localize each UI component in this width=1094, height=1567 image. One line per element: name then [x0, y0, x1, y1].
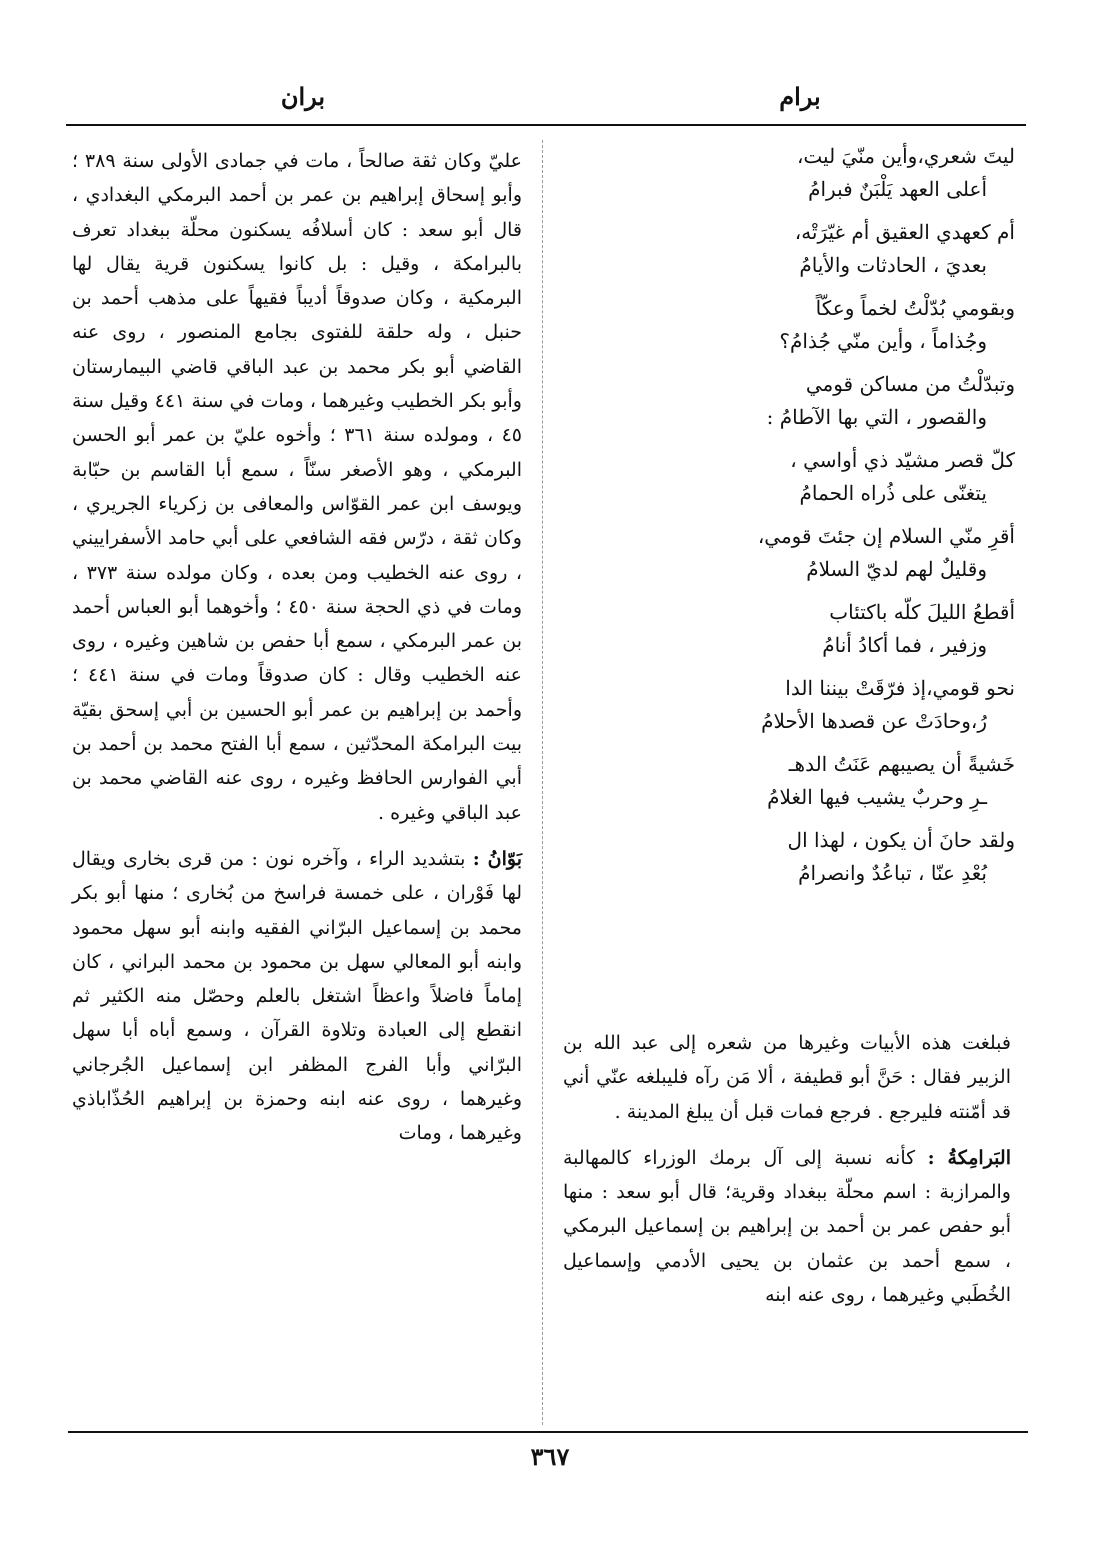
- verse-first-hemistich: ولقد حانَ أن يكون ، لهذا ال: [787, 828, 1015, 852]
- entry-headword: بَوّانُ :: [472, 847, 522, 870]
- verse-second-hemistich: وزفير ، فما أكادُ أنامُ: [822, 633, 987, 657]
- verse: [615, 140, 1015, 206]
- verse-second-hemistich: وجُذاماً ، وأين منّي جُذامُ؟: [779, 329, 987, 353]
- verse-first-hemistich: نحو قومي،إذ فرّقَتْ بيننا الدا: [785, 676, 1015, 700]
- verse-first-hemistich: كلّ قصر مشيّد ذي أواسي ،: [790, 448, 1015, 472]
- verse-second-hemistich: والقصور ، التي بها الآطامُ :: [766, 405, 987, 429]
- footer-rule: [68, 1431, 1028, 1433]
- running-header-left: بران: [280, 82, 326, 111]
- paragraph: [563, 1026, 1011, 1129]
- header-rule: [66, 124, 1026, 126]
- verse: [615, 292, 1015, 358]
- verse: [615, 520, 1015, 586]
- verse-first-hemistich: وبقومي بُدّلْتُ لخماً وعكّاً: [815, 296, 1015, 320]
- verse-second-hemistich: ـرِ وحربٌ يشيب فيها الغلامُ: [767, 785, 987, 809]
- entry: [563, 1141, 1011, 1312]
- paragraph-text: عليّ وكان ثقة صالحاً ، مات في جمادى الأولى سنة ٣٨٩ ؛ وأبو إسحاق إبراهيم بن عمر بن أحمد البرمكي البغدادي ، قال أبو سعد : كان أسلافُه يسكنون محلّة ببغداد تعرف بالبرامكة ، وقيل : بل كانوا يسكنون قرية يقال لها البرمكية ، وكان صدوقاً أديباً فقيهاً على مذهب أحمد بن حنبل ، وله حلقة للفتوى بجامع المنصور ، روى عنه القاضي أبو بكر محمد بن عبد الباقي قاضي البيمارستان وأبو بكر الخطيب وغيرهما ، ومات في سنة ٤٤١ وقيل سنة ٤٥ ، ومولده سنة ٣٦١ ؛ وأخوه عليّ بن عمر أبو الحسن البرمكي ، وهو الأصغر سنّاً ، سمع أبا القاسم بن حبّابة ويوسف ابن عمر القوّاس والمعافى بن زكرياء الجريري ، وكان ثقة ، درّس فقه الشافعي على أبي حامد الأسفراييني ، روى عنه الخطيب ومن بعده ، وكان مولده سنة ٣٧٣ ، ومات في ذي الحجة سنة ٤٥٠ ؛ وأخوهما أبو العباس أحمد بن عمر البرمكي ، سمع أبا حفص بن شاهين وغيره ، روى عنه الخطيب وقال : كان صدوقاً ومات في سنة ٤٤١ ؛ وأحمد بن إبراهيم بن عمر أبو الحسين بن أبي إسحق بقيّة بيت البرامكة المحدّثين ، سمع أبا الفتح محمد بن أحمد بن أبي الفوارس الحافظ وغيره ، روى عنه القاضي محمد بن عبد الباقي وغيره .: [72, 150, 522, 824]
- verse-first-hemistich: أقطعُ الليلَ كلّه باكتئاب: [829, 600, 1015, 624]
- verse-first-hemistich: وتبدّلْتُ من مساكن قومي: [805, 372, 1015, 396]
- verse-second-hemistich: يتغنّى على ذُراه الحمامُ: [799, 481, 987, 505]
- left-column: [72, 144, 522, 1151]
- paragraph: [72, 144, 522, 830]
- verse-second-hemistich: رُ،وحادَتْ عن قصدها الأحلامُ: [761, 709, 987, 733]
- entry: [72, 842, 522, 1151]
- verse: [615, 368, 1015, 434]
- verse-second-hemistich: أعلى العهد يَلْبَنٌ فبرامُ: [808, 177, 987, 201]
- verse-first-hemistich: ليتَ شعري،وأين منّيَ ليت،: [796, 144, 1015, 168]
- verse-first-hemistich: أم كعهدي العقيق أم غيّرَتْه،: [794, 220, 1015, 244]
- running-header-right: برام: [779, 82, 821, 111]
- verse: [615, 444, 1015, 510]
- right-column-prose: [563, 1026, 1011, 1312]
- verse: [615, 672, 1015, 738]
- paragraph-text: فبلغت هذه الأبيات وغيرها من شعره إلى عبد الله بن الزبير فقال : حَنَّ أبو قطيفة ، ألا مَن رآه فليبلغه عنّي أني قد أمّنته فليرجع . فرجع فمات قبل أن يبلغ المدينة .: [563, 1032, 1011, 1123]
- verse: [615, 748, 1015, 814]
- verse-first-hemistich: خَشيةً أن يصيبهم عَنَتُ الدهـ: [788, 752, 1015, 776]
- verse-first-hemistich: أقرِ منّي السلام إن جئتَ قومي،: [757, 524, 1015, 548]
- entry-text: كأنه نسبة إلى آل برمك الوزراء كالمهالبة والمرازبة : اسم محلّة ببغداد وقرية؛ قال أبو سعد : منها أبو حفص عمر بن أحمد بن إبراهيم بن إسماعيل البرمكي ، سمع أحمد بن عثمان بن يحيى الأدمي وإسماعيل الخُطَبي وغيرهما ، روى عنه ابنه: [563, 1146, 1011, 1307]
- verse-second-hemistich: بُعْدِ عنّا ، تباعُدٌ وانصرامُ: [798, 861, 987, 885]
- verse: [615, 824, 1015, 890]
- page-number: ٣٦٧: [530, 1442, 570, 1471]
- verse-second-hemistich: بعديَ ، الحادثات والأيامُ: [799, 253, 987, 277]
- verse-second-hemistich: وقليلٌ لهم لديّ السلامُ: [806, 557, 987, 581]
- poem-verses: [615, 140, 1015, 900]
- verse: [615, 596, 1015, 662]
- column-divider: [542, 140, 543, 1425]
- entry-text: بتشديد الراء ، وآخره نون : من قرى بخارى ويقال لها فَوْران ، على خمسة فراسخ من بُخارى ؛ منها أبو بكر محمد بن إسماعيل البرّاني الفقيه وابنه أبو سهل محمود وابنه أبو المعالي سهل بن محمود بن محمد البراني ، كان إماماً فاضلاً واعظاً اشتغل بالعلم وحصّل منه الكثير ثم انقطع إلى العبادة وتلاوة القرآن ، وسمع أباه أبا سهل البرّاني وأبا الفرج المظفر ابن إسماعيل الجُرجاني وغيرهما ، روى عنه ابنه وحمزة بن إبراهيم الحُذّاباذي وغيرهما ، ومات: [72, 847, 522, 1145]
- verse: [615, 216, 1015, 282]
- entry-headword: البَرامِكةُ :: [927, 1146, 1011, 1169]
